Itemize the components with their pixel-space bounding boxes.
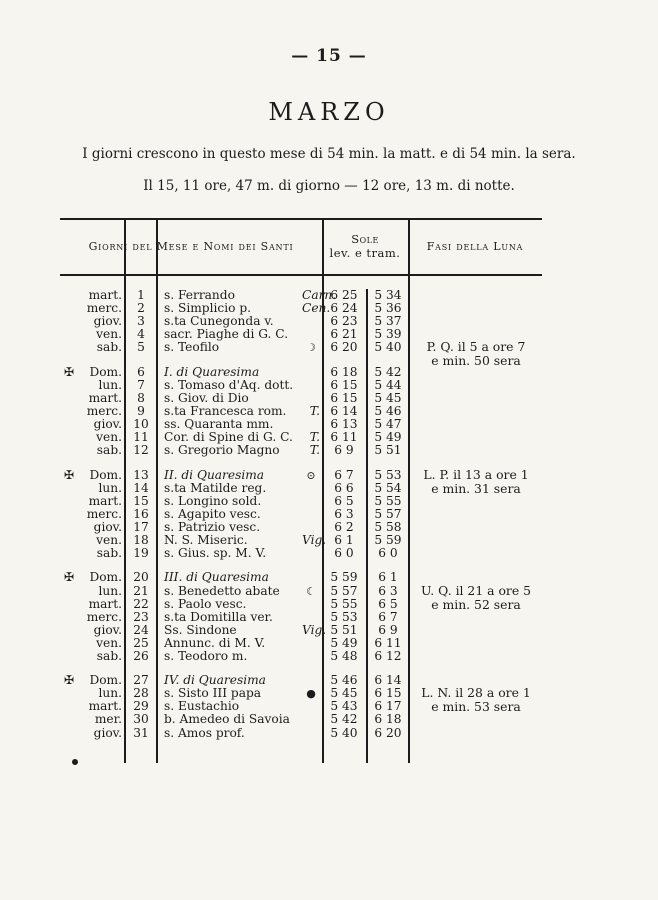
sunrise-time: 6 24: [330, 301, 358, 316]
saint-name: s. Eustachio: [164, 699, 240, 714]
sunrise-time: 5 57: [330, 583, 358, 598]
day-row: [60, 637, 542, 650]
moon-phase-line1: L. P. il 13 a ore 1: [423, 466, 529, 482]
day-number: 17: [133, 519, 149, 534]
moon-phase-entry: [412, 340, 540, 368]
moon-phase-entry: [412, 468, 540, 496]
weekday: lun.: [98, 480, 122, 495]
sunrise-time: 6 3: [334, 506, 354, 521]
weekday: giov.: [93, 622, 122, 637]
weekday: lun.: [98, 583, 122, 598]
sunrise-time: 5 55: [330, 596, 358, 611]
sunset-time: 6 7: [378, 609, 398, 624]
day-row: [60, 713, 542, 726]
day-row: [60, 379, 542, 392]
day-number: 19: [133, 545, 149, 560]
weekday: merc.: [86, 403, 122, 418]
liturgical-note: T.: [309, 403, 320, 418]
sunrise-time: 5 43: [330, 699, 358, 714]
day-number: 22: [133, 596, 149, 611]
weekday: sab.: [96, 340, 122, 355]
saint-name: s.ta Cunegonda v.: [164, 314, 274, 329]
header-sun: [322, 218, 408, 274]
sunrise-time: 5 42: [330, 712, 358, 727]
sunset-time: 5 51: [374, 443, 402, 458]
saint-name: s.ta Francesca rom.: [164, 403, 287, 418]
saint-name: s. Gius. sp. M. V.: [164, 545, 267, 560]
saint-name: s. Giov. di Dio: [164, 390, 249, 405]
liturgical-note: Vig.: [302, 622, 327, 637]
sunset-time: 5 45: [374, 390, 402, 405]
saint-name: s. Teofilo: [164, 340, 220, 355]
weekday: mart.: [88, 493, 122, 508]
weekday: Dom.: [89, 364, 122, 379]
moon-phase-line2: e min. 53 sera: [431, 699, 521, 715]
sunrise-time: 5 40: [330, 725, 358, 740]
ink-dot: [72, 759, 78, 765]
saint-name: s.ta Domitilla ver.: [164, 609, 273, 624]
weekday: mer.: [94, 712, 122, 727]
days-list: [60, 289, 542, 763]
day-row: [60, 315, 542, 328]
moon-phase-line2: e min. 52 sera: [431, 596, 521, 612]
liturgical-note: T.: [309, 443, 320, 458]
moon-phase-entry: [412, 584, 540, 612]
weekday: Dom.: [89, 467, 122, 482]
sunset-time: 5 58: [374, 519, 402, 534]
sunrise-time: 5 45: [330, 686, 358, 701]
sunday-cross-icon: ✠: [63, 673, 75, 688]
sunset-time: 5 55: [374, 493, 402, 508]
weekday: ven.: [96, 635, 122, 650]
month-title: MARZO: [268, 98, 390, 126]
liturgical-note: Cen.: [302, 301, 331, 316]
table-header-rule: [60, 274, 542, 276]
day-number: 20: [133, 570, 149, 585]
day-number: 27: [133, 673, 149, 688]
sunset-time: 6 17: [374, 699, 402, 714]
weekday: ven.: [96, 430, 122, 444]
day-number: 15: [133, 493, 149, 508]
day-row: [60, 495, 542, 508]
sunset-time: 5 47: [374, 416, 402, 431]
sunset-time: 5 44: [374, 377, 402, 392]
sunrise-time: 5 49: [330, 635, 358, 650]
sunrise-time: 6 20: [330, 340, 358, 355]
day-number: 11: [133, 430, 149, 444]
sunset-time: 6 9: [378, 622, 398, 637]
sunrise-time: 6 23: [330, 314, 358, 329]
sunrise-time: 5 46: [330, 673, 358, 688]
moon-phase-icon: ☽: [306, 341, 316, 355]
equinox-note: Il 15, 11 ore, 47 m. di giorno — 12 ore, 13 m. di notte.: [143, 178, 515, 194]
sunset-time: 6 0: [378, 545, 398, 560]
day-number: 2: [137, 301, 145, 316]
day-number: 12: [133, 443, 149, 458]
saint-name: Annunc. di M. V.: [164, 635, 266, 650]
day-row: [60, 547, 542, 560]
weekday: Dom.: [89, 570, 122, 585]
sunset-time: 5 53: [374, 467, 402, 482]
sunset-time: 5 59: [374, 532, 402, 547]
saint-name: II. di Quaresima: [164, 467, 265, 482]
sunrise-time: 6 11: [330, 430, 358, 444]
weekday: merc.: [86, 609, 122, 624]
saint-name: I. di Quaresima: [164, 364, 260, 379]
sunset-time: 6 5: [378, 596, 398, 611]
sunset-time: 5 37: [374, 314, 402, 329]
moon-phase-entry: [412, 686, 540, 714]
moon-phase-line2: e min. 50 sera: [431, 353, 521, 369]
sunrise-time: 6 6: [334, 480, 354, 495]
moon-phase-line1: L. N. il 28 a ore 1: [421, 685, 531, 701]
moon-phase-icon: ☾: [306, 584, 316, 598]
day-row: [60, 650, 542, 663]
moon-phase-line2: e min. 31 sera: [431, 480, 521, 496]
day-row: [60, 392, 542, 405]
sunset-time: 5 57: [374, 506, 402, 521]
calendar-table: [60, 218, 542, 763]
saint-name: III. di Quaresima: [164, 570, 269, 585]
day-number: 30: [133, 712, 149, 727]
daylight-note: I giorni crescono in questo mese di 54 min. la matt. e di 54 min. la sera.: [82, 146, 576, 162]
sunrise-time: 6 7: [334, 467, 354, 482]
saint-name: N. S. Miseric.: [164, 532, 248, 547]
weekday: giov.: [93, 314, 122, 329]
day-row: [60, 624, 542, 637]
sunset-time: 6 12: [374, 648, 402, 663]
sunday-cross-icon: ✠: [63, 467, 75, 482]
sunrise-time: 6 18: [330, 364, 358, 379]
weekday: Dom.: [89, 673, 122, 688]
sunrise-time: 6 21: [330, 327, 358, 342]
sunrise-time: 6 13: [330, 416, 358, 431]
day-number: 31: [133, 725, 149, 740]
sunset-time: 6 1: [378, 570, 398, 585]
liturgical-note: Vig.: [302, 532, 327, 547]
weekday: ven.: [96, 532, 122, 547]
day-number: 16: [133, 506, 149, 521]
header-sun-title: Sole: [351, 232, 379, 246]
sunrise-time: 6 25: [330, 288, 358, 302]
day-row: [60, 289, 542, 302]
header-sun-sub: lev. e tram.: [329, 246, 401, 260]
day-row: [60, 611, 542, 624]
moon-phase-line1: P. Q. il 5 a ore 7: [426, 339, 526, 355]
sunset-time: 5 39: [374, 327, 402, 342]
sunrise-time: 6 15: [330, 377, 358, 392]
sunday-cross-icon: ✠: [63, 570, 75, 585]
sunrise-time: 6 15: [330, 390, 358, 405]
weekday: sab.: [96, 648, 122, 663]
day-row: [60, 302, 542, 315]
header-days: Giorni del Mese e Nomi dei Santi: [88, 239, 294, 253]
moon-phase-line1: U. Q. il 21 a ore 5: [420, 582, 532, 598]
header-moon: Fasi della Luna: [426, 239, 524, 253]
sunrise-time: 6 2: [334, 519, 354, 534]
saint-name: s.ta Matilde reg.: [164, 480, 267, 495]
sunset-time: 5 40: [374, 340, 402, 355]
sunset-time: 5 42: [374, 364, 402, 379]
sunrise-time: 6 0: [334, 545, 354, 560]
day-number: 6: [137, 364, 145, 379]
sunset-time: 5 34: [374, 288, 402, 302]
day-number: 23: [133, 609, 149, 624]
day-number: 7: [137, 377, 145, 392]
day-number: 3: [137, 314, 145, 329]
sunset-time: 6 11: [374, 635, 402, 650]
sunrise-time: 5 59: [330, 570, 358, 585]
saint-name: s. Amos prof.: [164, 725, 245, 740]
weekday: sab.: [96, 545, 122, 560]
day-number: 28: [133, 686, 149, 701]
sunset-time: 5 54: [374, 480, 402, 495]
sunset-time: 6 14: [374, 673, 402, 688]
saint-name: s. Paolo vesc.: [164, 596, 247, 611]
day-number: 13: [133, 467, 149, 482]
day-number: 29: [133, 699, 149, 714]
saint-name: s. Benedetto abate: [164, 583, 280, 598]
saint-name: sacr. Piaghe di G. C.: [164, 327, 289, 342]
day-number: 14: [133, 480, 149, 495]
day-number: 9: [137, 403, 145, 418]
moon-phase-icon: ⊙: [306, 468, 316, 482]
day-number: 10: [133, 416, 149, 431]
day-row: [60, 508, 542, 521]
day-number: 1: [137, 288, 145, 302]
sunset-time: 6 3: [378, 583, 398, 598]
saint-name: s. Longino sold.: [164, 493, 262, 508]
day-number: 24: [133, 622, 149, 637]
sunset-time: 6 18: [374, 712, 402, 727]
day-number: 25: [133, 635, 149, 650]
sunrise-time: 6 14: [330, 403, 358, 418]
weekday: ven.: [96, 327, 122, 342]
sunrise-time: 5 53: [330, 609, 358, 624]
saint-name: s. Tomaso d'Aq. dott.: [164, 377, 294, 392]
sunset-time: 5 46: [374, 403, 402, 418]
saint-name: IV. di Quaresima: [164, 673, 266, 688]
page-number: — 15 —: [291, 46, 367, 66]
weekday: merc.: [86, 301, 122, 316]
saint-name: s. Ferrando: [164, 288, 235, 302]
moon-phase-icon: ●: [306, 687, 316, 701]
weekday: giov.: [93, 519, 122, 534]
saint-name: b. Amedeo di Savoia: [164, 712, 290, 727]
weekday: giov.: [93, 416, 122, 431]
saint-name: s. Patrizio vesc.: [164, 519, 261, 534]
weekday: mart.: [88, 699, 122, 714]
sunset-time: 5 49: [374, 430, 402, 444]
weekday: merc.: [86, 506, 122, 521]
day-number: 5: [137, 340, 145, 355]
sunset-time: 6 15: [374, 686, 402, 701]
sunrise-time: 6 5: [334, 493, 354, 508]
saint-name: s. Agapito vesc.: [164, 506, 261, 521]
weekday: mart.: [88, 390, 122, 405]
weekday: sab.: [96, 443, 122, 458]
sunset-time: 6 20: [374, 725, 402, 740]
day-row: [60, 444, 542, 457]
saint-name: s. Sisto III papa: [164, 686, 262, 701]
liturgical-note: Carn.: [302, 288, 337, 302]
weekday: lun.: [98, 686, 122, 701]
weekday: lun.: [98, 377, 122, 392]
weekday: giov.: [93, 725, 122, 740]
day-number: 8: [137, 390, 145, 405]
day-number: 18: [133, 532, 149, 547]
saint-name: ss. Quaranta mm.: [164, 416, 274, 431]
day-row: [60, 534, 542, 547]
sunrise-time: 5 51: [330, 622, 358, 637]
day-number: 26: [133, 648, 149, 663]
saint-name: Ss. Sindone: [164, 622, 237, 637]
saint-name: s. Simplicio p.: [164, 301, 252, 316]
sunrise-time: 6 9: [334, 443, 354, 458]
day-number: 21: [133, 583, 149, 598]
saint-name: Cor. di Spine di G. C.: [164, 430, 293, 444]
weekday: mart.: [88, 596, 122, 611]
sunrise-time: 5 48: [330, 648, 358, 663]
liturgical-note: T.: [309, 430, 320, 444]
sunset-time: 5 36: [374, 301, 402, 316]
day-row: [60, 521, 542, 534]
day-number: 4: [137, 327, 145, 342]
saint-name: s. Gregorio Magno: [164, 443, 280, 458]
saint-name: s. Teodoro m.: [164, 648, 248, 663]
sunday-cross-icon: ✠: [63, 364, 75, 379]
weekday: mart.: [88, 288, 122, 302]
sunrise-time: 6 1: [334, 532, 354, 547]
day-row: [60, 727, 542, 740]
